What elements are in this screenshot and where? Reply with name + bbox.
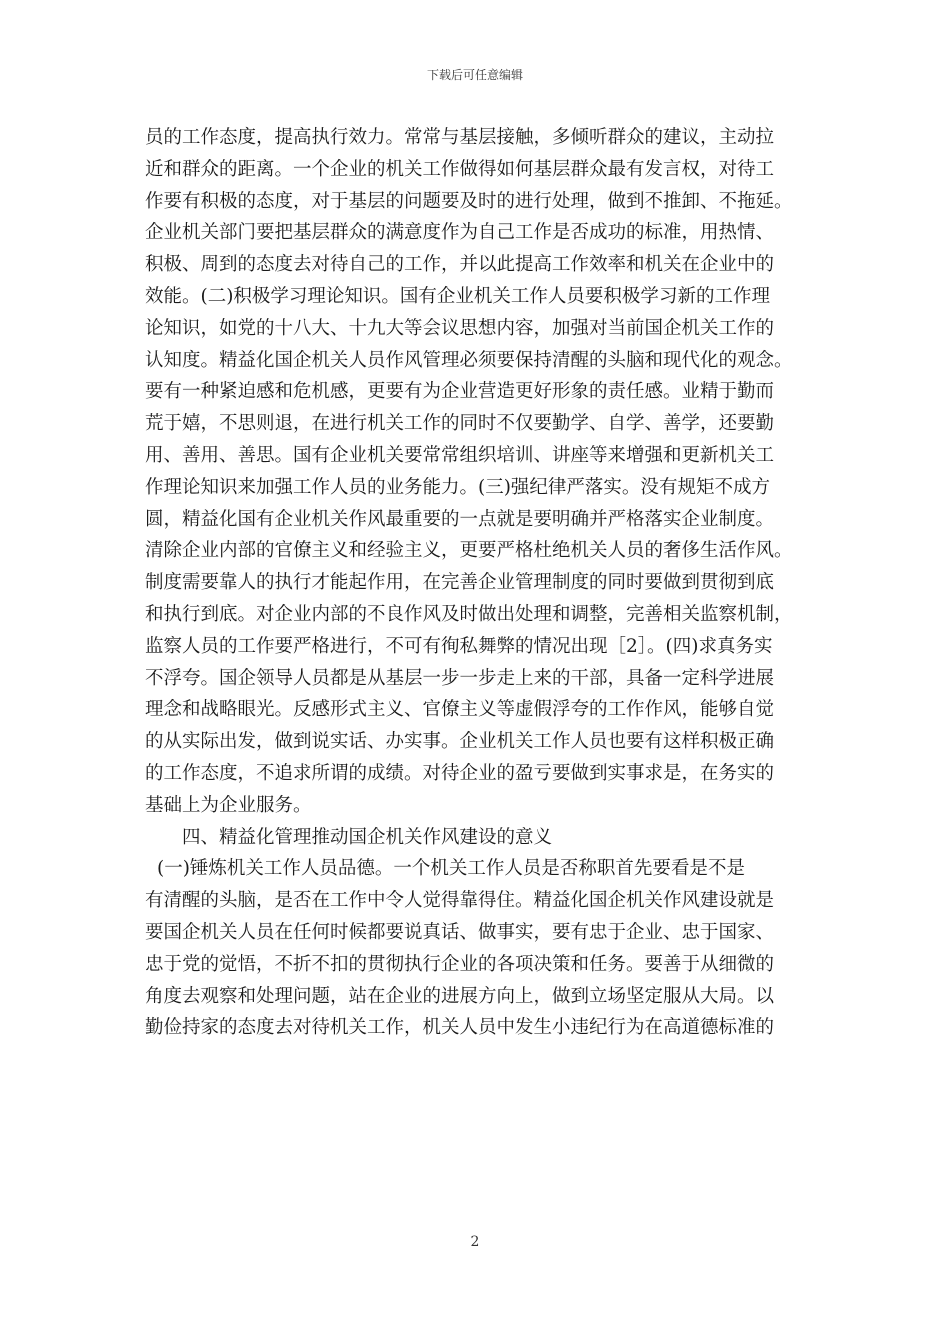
body-line: 近和群众的距离。一个企业的机关工作做得如何基层群众最有发言权，对待工 bbox=[145, 158, 775, 180]
body-line: 论知识，如党的十八大、十九大等会议思想内容，加强对当前国企机关工作的 bbox=[145, 317, 775, 339]
page-number: 2 bbox=[470, 1234, 480, 1250]
body-line: (一)锤炼机关工作人员品德。一个机关工作人员是否称职首先要看是不是 bbox=[157, 858, 745, 880]
body-line: 要有一种紧迫感和危机感，更要有为企业营造更好形象的责任感。业精于勤而 bbox=[145, 381, 775, 403]
body-line: 不浮夸。国企领导人员都是从基层一步一步走上来的干部，具备一定科学进展 bbox=[145, 667, 775, 689]
body-line: 作要有积极的态度，对于基层的问题要及时的进行处理，做到不推卸、不拖延。 bbox=[145, 190, 793, 212]
body-line: 用、善用、善思。国有企业机关要常常组织培训、讲座等来增强和更新机关工 bbox=[145, 444, 775, 466]
body-line: 效能。(二)积极学习理论知识。国有企业机关工作人员要积极学习新的工作理 bbox=[145, 285, 770, 307]
body-line: 和执行到底。对企业内部的不良作风及时做出处理和调整，完善相关监察机制， bbox=[145, 603, 793, 625]
body-line: 认知度。精益化国企机关人员作风管理必须要保持清醒的头脑和现代化的观念。 bbox=[145, 349, 793, 371]
body-line: 勤俭持家的态度去对待机关工作，机关人员中发生小违纪行为在高道德标准的 bbox=[145, 1017, 775, 1039]
body-line: 荒于嬉，不思则退，在进行机关工作的同时不仅要勤学、自学、善学，还要勤 bbox=[145, 413, 775, 435]
body-line: 要国企机关人员在任何时候都要说真话、做事实，要有忠于企业、忠于国家、 bbox=[145, 921, 775, 943]
body-line: 制度需要靠人的执行才能起作用，在完善企业管理制度的同时要做到贯彻到底 bbox=[145, 572, 775, 594]
body-line: 监察人员的工作要严格进行，不可有徇私舞弊的情况出现［2］。(四)求真务实 bbox=[145, 635, 773, 657]
body-line: 基础上为企业服务。 bbox=[145, 794, 312, 816]
body-line: 的从实际出发，做到说实话、办实事。企业机关工作人员也要有这样积极正确 bbox=[145, 731, 775, 753]
body-line: 企业机关部门要把基层群众的满意度作为自己工作是否成功的标准，用热情、 bbox=[145, 222, 775, 244]
body-line: 角度去观察和处理问题，站在企业的进展方向上，做到立场坚定服从大局。以 bbox=[145, 985, 775, 1007]
body-line: 作理论知识来加强工作人员的业务能力。(三)强纪律严落实。没有规矩不成方 bbox=[145, 476, 770, 498]
body-line: 圆，精益化国有企业机关作风最重要的一点就是要明确并严格落实企业制度。 bbox=[145, 508, 775, 530]
body-line: 忠于党的觉悟，不折不扣的贯彻执行企业的各项决策和任务。要善于从细微的 bbox=[145, 953, 775, 975]
body-line: 的工作态度，不追求所谓的成绩。对待企业的盈亏要做到实事求是，在务实的 bbox=[145, 762, 775, 784]
header-note: 下载后可任意编辑 bbox=[426, 68, 523, 82]
body-line: 员的工作态度，提高执行效力。常常与基层接触，多倾听群众的建议，主动拉 bbox=[145, 127, 775, 148]
body-line: 有清醒的头脑，是否在工作中令人觉得靠得住。精益化国企机关作风建设就是 bbox=[145, 890, 775, 912]
section-heading: 四、精益化管理推动国企机关作风建设的意义 bbox=[182, 826, 553, 848]
body-line: 理念和战略眼光。反感形式主义、官僚主义等虚假浮夸的工作作风，能够自觉 bbox=[145, 699, 775, 721]
body-line: 积极、周到的态度去对待自己的工作，并以此提高工作效率和机关在企业中的 bbox=[145, 254, 775, 276]
body-line: 清除企业内部的官僚主义和经验主义，更要严格杜绝机关人员的奢侈生活作风。 bbox=[145, 540, 793, 562]
document-body bbox=[145, 122, 813, 1044]
